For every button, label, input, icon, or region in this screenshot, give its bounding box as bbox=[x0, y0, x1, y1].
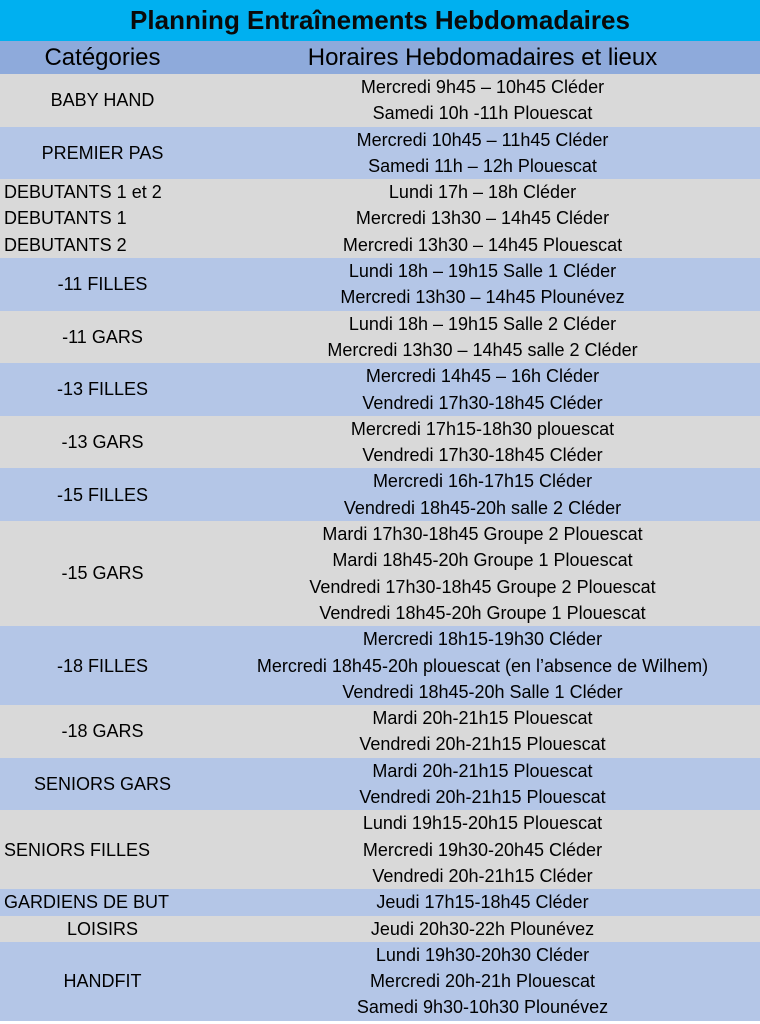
schedule-line: Lundi 17h – 18h Cléder bbox=[388, 182, 577, 203]
schedule-line: Mardi 20h-21h15 Plouescat bbox=[372, 708, 593, 729]
category-label: -18 FILLES bbox=[56, 655, 149, 676]
table-row bbox=[0, 521, 760, 626]
table-row bbox=[0, 468, 760, 521]
category-label: GARDIENS DE BUT bbox=[4, 892, 170, 913]
category-label: DEBUTANTS 2 bbox=[4, 234, 127, 255]
schedule-line: Mercredi 20h-21h Plouescat bbox=[369, 971, 596, 992]
schedule-line: Mercredi 10h45 – 11h45 Cléder bbox=[356, 129, 609, 150]
schedule-line: Vendredi 18h45-20h Groupe 1 Plouescat bbox=[319, 602, 646, 623]
table-row bbox=[0, 889, 760, 915]
category-cell bbox=[0, 810, 205, 889]
category-label: PREMIER PAS bbox=[41, 142, 164, 163]
category-cell bbox=[0, 889, 205, 915]
header-categories: Catégories bbox=[44, 44, 161, 71]
table-row bbox=[0, 179, 760, 258]
schedule-line: Mercredi 13h30 – 14h45 Plouescat bbox=[342, 234, 623, 255]
category-cell bbox=[0, 74, 205, 127]
category-cell bbox=[0, 626, 205, 705]
category-label: HANDFIT bbox=[63, 971, 142, 992]
category-label: BABY HAND bbox=[50, 90, 155, 111]
category-label: SENIORS FILLES bbox=[4, 839, 151, 860]
schedule-line: Lundi 19h15-20h15 Plouescat bbox=[362, 813, 603, 834]
category-label: -18 GARS bbox=[61, 721, 144, 742]
schedule-line: Mercredi 18h45-20h plouescat (en l’absence de Wilhem) bbox=[256, 655, 709, 676]
category-cell bbox=[0, 916, 205, 942]
category-label: -15 FILLES bbox=[56, 484, 149, 505]
category-cell bbox=[0, 416, 205, 469]
schedule-line: Mardi 17h30-18h45 Groupe 2 Plouescat bbox=[322, 524, 643, 545]
schedule-cell bbox=[205, 758, 760, 811]
table-row bbox=[0, 758, 760, 811]
schedule-line: Lundi 18h – 19h15 Salle 1 Cléder bbox=[348, 261, 617, 282]
schedule-line: Jeudi 20h30-22h Plounévez bbox=[370, 918, 595, 939]
schedule-cell bbox=[205, 626, 760, 705]
schedule-cell bbox=[205, 179, 760, 258]
schedule-cell bbox=[205, 942, 760, 1021]
schedule-cell bbox=[205, 810, 760, 889]
category-cell bbox=[0, 363, 205, 416]
schedule-line: Mercredi 13h30 – 14h45 Plounévez bbox=[340, 287, 625, 308]
schedule-line: Samedi 10h -11h Plouescat bbox=[372, 103, 593, 124]
schedule-line: Samedi 11h – 12h Plouescat bbox=[368, 155, 597, 176]
schedule-line: Mardi 18h45-20h Groupe 1 Plouescat bbox=[332, 550, 633, 571]
schedule-line: Mercredi 9h45 – 10h45 Cléder bbox=[360, 77, 605, 97]
category-cell bbox=[0, 521, 205, 626]
schedule-cell bbox=[205, 916, 760, 942]
schedule-line: Vendredi 20h-21h15 Cléder bbox=[372, 865, 593, 886]
table-row bbox=[0, 74, 760, 127]
schedule-line: Jeudi 17h15-18h45 Cléder bbox=[376, 892, 589, 913]
category-label: -13 FILLES bbox=[56, 379, 149, 400]
schedule-line: Mercredi 14h45 – 16h Cléder bbox=[365, 366, 600, 387]
category-cell bbox=[0, 258, 205, 311]
schedule-line: Vendredi 17h30-18h45 Cléder bbox=[362, 445, 603, 466]
table-body bbox=[0, 74, 760, 1021]
schedule-cell bbox=[205, 127, 760, 180]
category-cell bbox=[0, 468, 205, 521]
category-label: -11 GARS bbox=[62, 326, 143, 347]
schedule-line: Mercredi 19h30-20h45 Cléder bbox=[362, 839, 603, 860]
table-row bbox=[0, 311, 760, 364]
table-row bbox=[0, 705, 760, 758]
table-row bbox=[0, 416, 760, 469]
schedule-line: Mardi 20h-21h15 Plouescat bbox=[372, 760, 593, 781]
schedule-line: Vendredi 18h45-20h Salle 1 Cléder bbox=[342, 681, 623, 702]
category-label: -11 FILLES bbox=[57, 274, 148, 295]
schedule-line: Mercredi 18h15-19h30 Cléder bbox=[362, 629, 603, 650]
schedule-cell bbox=[205, 468, 760, 521]
table-row bbox=[0, 810, 760, 889]
category-cell bbox=[0, 127, 205, 180]
category-cell bbox=[0, 179, 205, 258]
schedule-cell bbox=[205, 363, 760, 416]
schedule-line: Vendredi 20h-21h15 Plouescat bbox=[359, 787, 606, 808]
schedule-line: Lundi 19h30-20h30 Cléder bbox=[375, 944, 590, 965]
category-label: -13 GARS bbox=[61, 432, 144, 452]
schedule-line: Mercredi 13h30 – 14h45 salle 2 Cléder bbox=[327, 339, 638, 360]
schedule-cell bbox=[205, 521, 760, 626]
category-label: DEBUTANTS 1 bbox=[4, 208, 127, 229]
category-cell bbox=[0, 942, 205, 1021]
schedule-line: Mercredi 13h30 – 14h45 Cléder bbox=[355, 208, 610, 229]
schedule-cell bbox=[205, 74, 760, 127]
table-row bbox=[0, 916, 760, 942]
schedule-cell bbox=[205, 889, 760, 915]
schedule-line: Vendredi 17h30-18h45 Groupe 2 Plouescat bbox=[309, 576, 656, 597]
category-label: DEBUTANTS 1 et 2 bbox=[4, 182, 162, 203]
category-cell bbox=[0, 311, 205, 364]
category-label: SENIORS GARS bbox=[33, 773, 172, 794]
schedule-cell bbox=[205, 416, 760, 469]
category-label: -15 GARS bbox=[61, 563, 144, 584]
schedule-line: Vendredi 17h30-18h45 Cléder bbox=[362, 392, 603, 413]
table-row bbox=[0, 127, 760, 180]
table-row bbox=[0, 363, 760, 416]
schedule-line: Vendredi 20h-21h15 Plouescat bbox=[359, 734, 606, 755]
schedule-cell bbox=[205, 705, 760, 758]
schedule-cell bbox=[205, 258, 760, 311]
schedule-line: Mercredi 17h15-18h30 plouescat bbox=[350, 418, 615, 439]
table-header bbox=[0, 41, 760, 74]
schedule-line: Lundi 18h – 19h15 Salle 2 Cléder bbox=[348, 313, 617, 334]
table-row bbox=[0, 258, 760, 311]
schedule-cell bbox=[205, 311, 760, 364]
table-row bbox=[0, 942, 760, 1021]
category-cell bbox=[0, 758, 205, 811]
table-row bbox=[0, 626, 760, 705]
schedule-line: Samedi 9h30-10h30 Plounévez bbox=[356, 997, 609, 1018]
category-cell bbox=[0, 705, 205, 758]
schedule-line: Vendredi 18h45-20h salle 2 Cléder bbox=[343, 497, 622, 518]
header-schedule: Horaires Hebdomadaires et lieux bbox=[307, 44, 658, 71]
category-label: LOISIRS bbox=[66, 918, 139, 939]
schedule-line: Mercredi 16h-17h15 Cléder bbox=[372, 471, 593, 492]
page-title: Planning Entraînements Hebdomadaires bbox=[0, 0, 760, 41]
